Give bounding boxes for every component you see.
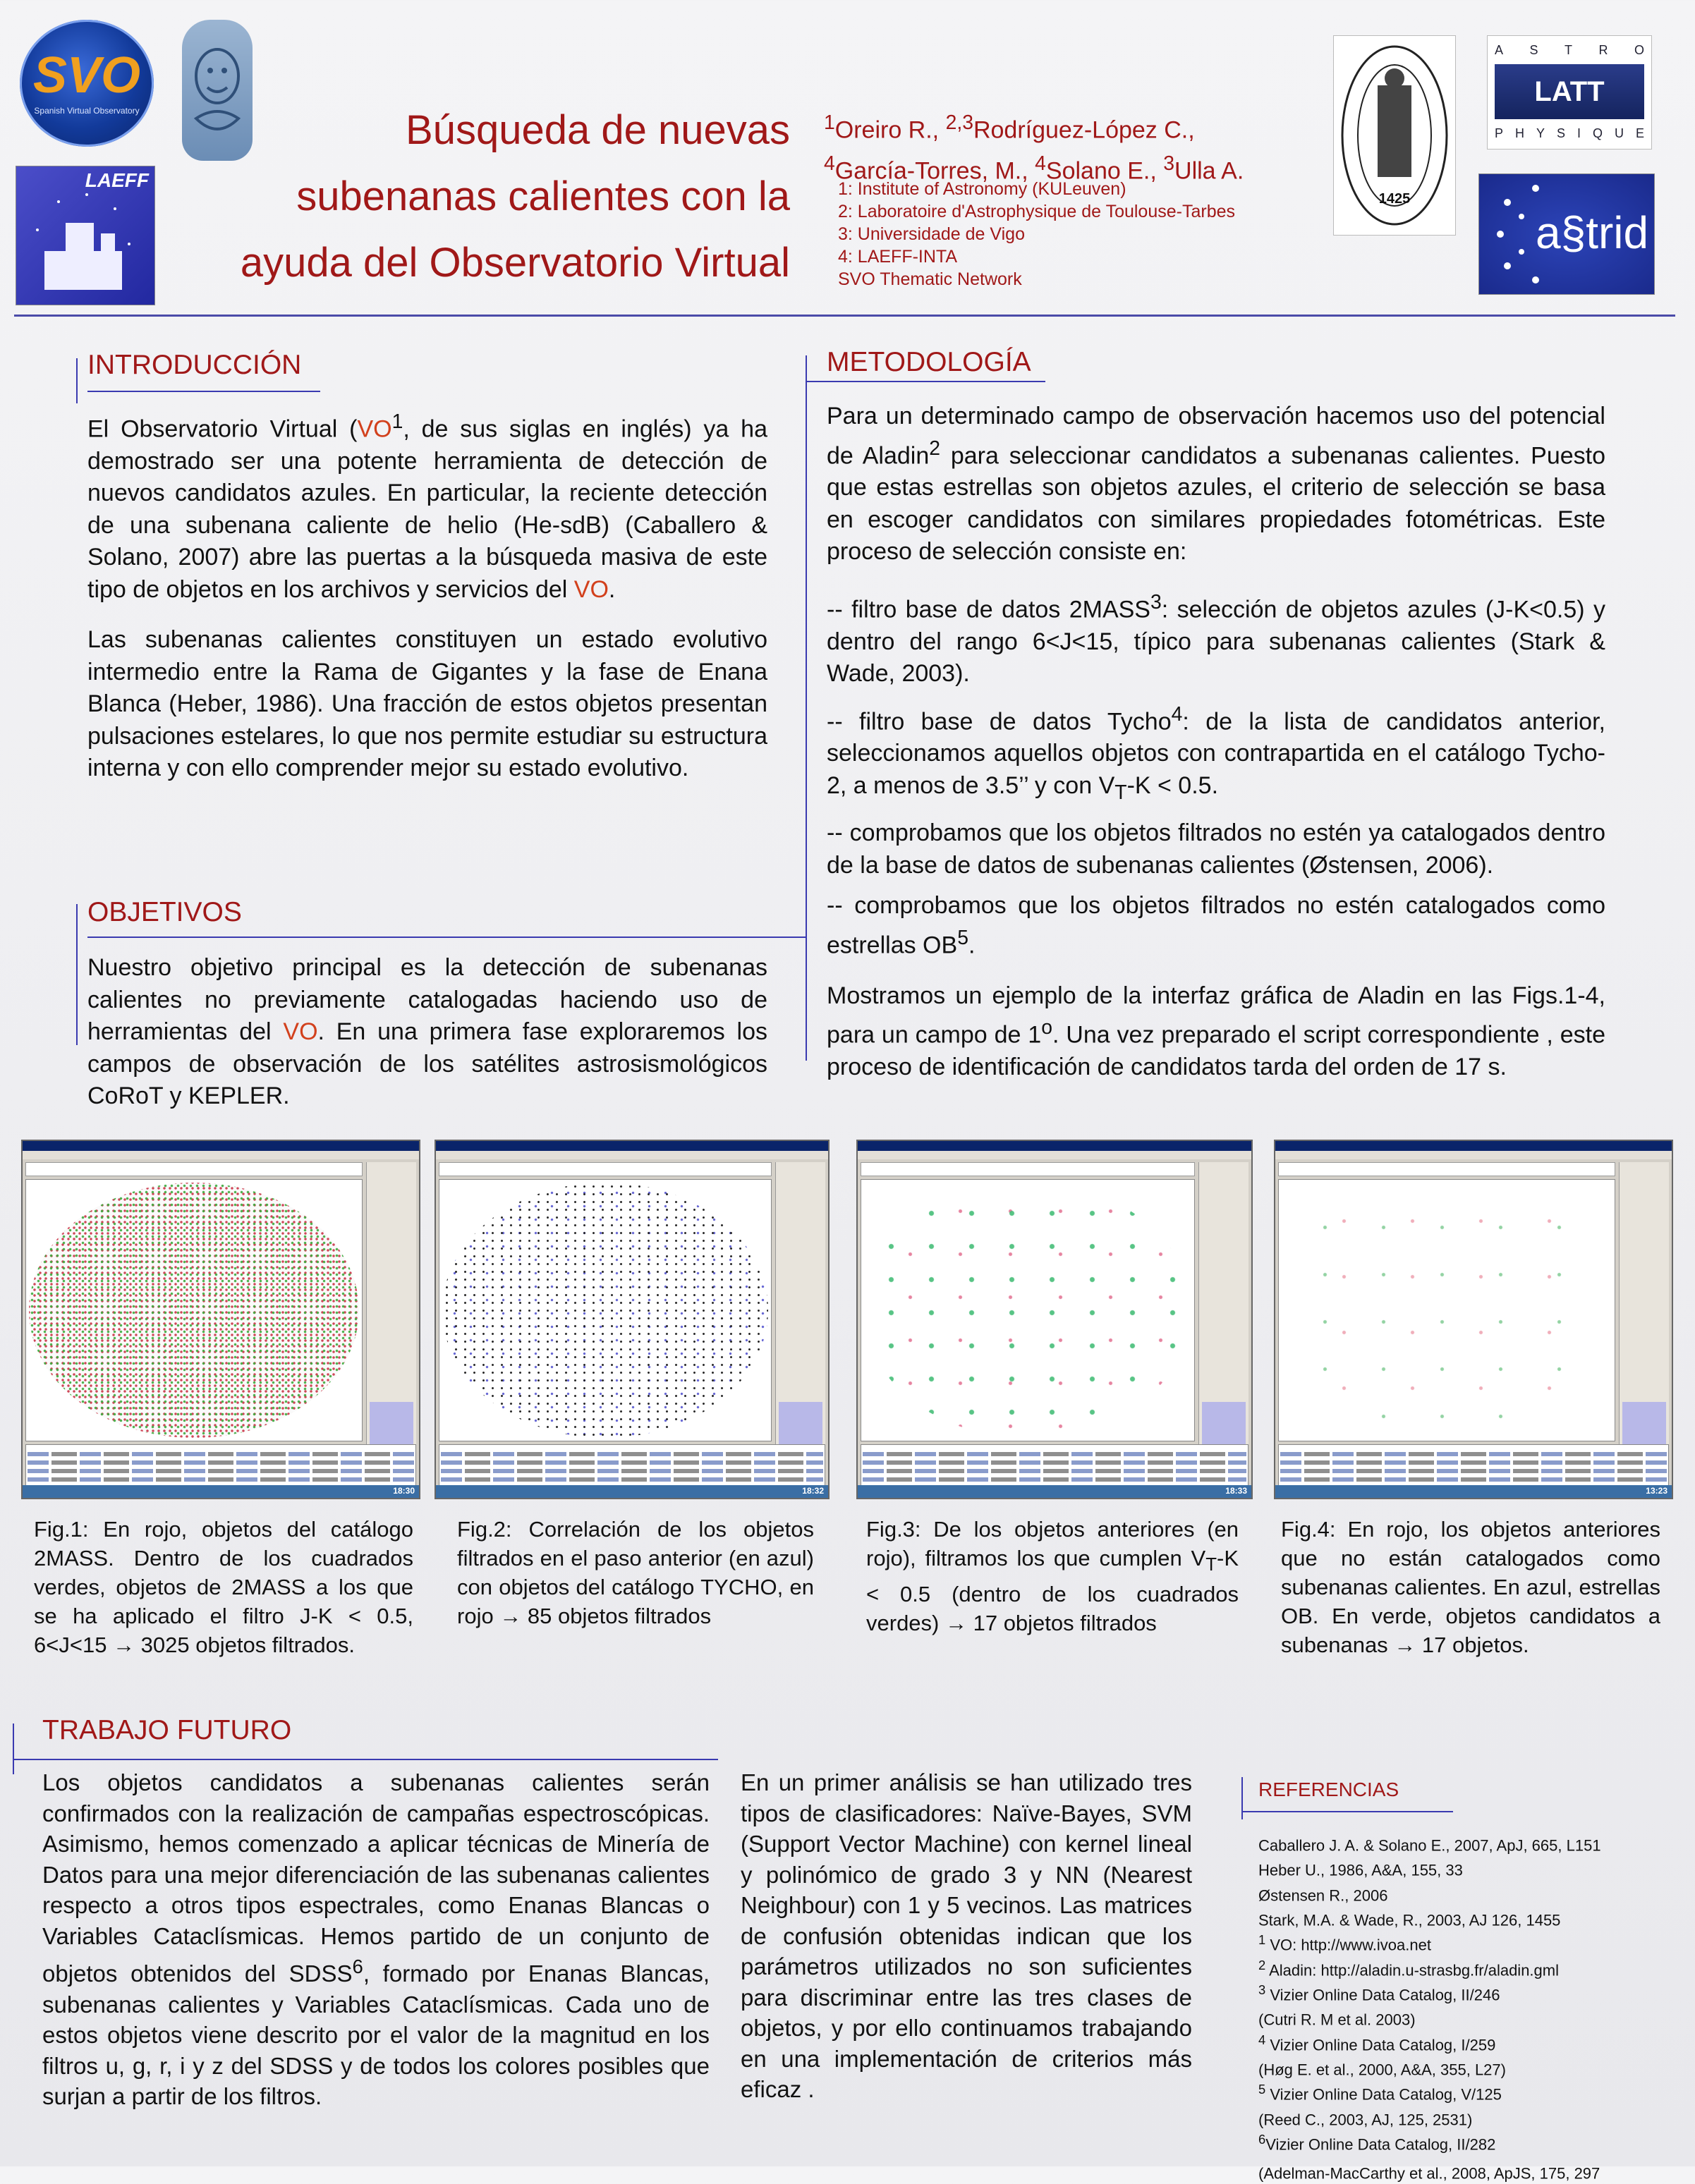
reference-item: $^4$ Vizier Online Data Catalog, I/259: [1258, 2032, 1496, 2054]
sky-view: [25, 1179, 363, 1441]
title-line-3: ayuda del Observatorio Virtual: [240, 240, 790, 286]
castle-icon: [16, 166, 154, 305]
window-menubar: [1275, 1151, 1672, 1159]
window-titlebar: [23, 1141, 419, 1151]
trabajo-vline: [13, 1724, 14, 1774]
reference-item: Østensen R., 2006: [1258, 1886, 1388, 1904]
aladin-screenshot-4: [1274, 1140, 1673, 1499]
authors-line-1: $^1$Oreiro R., $^{2,3}$Rodríguez-López C.,: [824, 111, 1195, 144]
header-divider: [14, 315, 1675, 317]
window-menubar: [436, 1151, 828, 1159]
trabajo-right-paragraph: En un primer análisis se han utilizado tres tipos de clasificadores: Naïve-Bayes, SVM (Support Vector Machine) con kernel lineal y polinómico de grado 3 y NN (Nearest Neighbour) con 1 y 5 vecinos. Las matrices de confusión obtenidas indican que los parámetros utilizados no son suficientes para discriminar entre las tres clases de objetos, y por ello continuamos trabajando en una implementación de criterios más eficaz .: [741, 1769, 1192, 2102]
trabajo-underline: [13, 1759, 718, 1760]
laeff-logo: [16, 166, 155, 305]
astro-letters: A S T R O: [1495, 43, 1644, 57]
window-titlebar: [858, 1141, 1251, 1151]
affiliations: [838, 178, 1235, 291]
metodologia-vline: [806, 355, 807, 1061]
reference-item: Stark, M.A. & Wade, R., 2003, AJ 126, 1455: [1258, 1911, 1561, 1929]
metodologia-paragraph-4: -- comprobamos que los objetos filtrados no estén ya catalogados dentro de la base de datos de subenanas calientes (Østensen, 2006).: [827, 819, 1605, 879]
window-titlebar: [1275, 1141, 1672, 1151]
sky-view: [1278, 1179, 1615, 1441]
figure-3-caption: Fig.3: De los objetos anteriores (en rojo), filtramos los que cumplen $V_T-K < 0.5$ (dentro de los cuadrados verdes) → 17 objetos filtrados: [866, 1517, 1239, 1636]
taskbar: 18:33: [858, 1485, 1251, 1498]
location-field: [25, 1162, 363, 1176]
sky-view: [861, 1179, 1195, 1441]
referencias-vline: [1241, 1777, 1243, 1819]
reference-item: (Reed C., 2003, AJ, 125, 2531): [1258, 2110, 1473, 2128]
intro-vline: [76, 358, 78, 403]
reference-item: $^1$ VO: http://www.ivoa.net: [1258, 1932, 1431, 1954]
trabajo-heading: TRABAJO FUTURO: [42, 1715, 292, 1745]
location-field: [439, 1162, 772, 1176]
metodologia-paragraph-3: -- filtro base de datos Tycho$^4$: de la lista de candidatos anterior, seleccionamos aquellos objetos con contrapartida en el catálogo Tycho-2, a menos de 3.5’’ y con $V_T-K < 0.5$.: [827, 702, 1605, 804]
metodologia-paragraph-2: -- filtro base de datos 2MASS$^3$: selección de objetos azules (J-K<0.5) y dentro del rango 6<J<15, típico para subenanas calientes (Stark & Wade, 2003).: [827, 590, 1606, 688]
title-line-1: Búsqueda de nuevas: [406, 107, 790, 153]
latt-banner: LATT: [1495, 64, 1644, 119]
svo-logo-subtext: Spanish Virtual Observatory: [34, 106, 140, 116]
objetivos-body: [87, 952, 767, 1131]
seal-year: 1425: [1378, 191, 1411, 207]
objetivos-vline: [76, 904, 78, 1045]
astrid-logo-text: a§trid: [1536, 207, 1649, 258]
taskbar: 18:30: [23, 1485, 419, 1498]
sky-field-dense: [29, 1183, 359, 1438]
referencias-list: [1258, 1831, 1601, 2184]
taskbar: 18:32: [436, 1485, 828, 1498]
reference-item: Heber U., 1986, A&A, 155, 33: [1258, 1861, 1463, 1879]
astro-latt-logo: [1487, 35, 1652, 150]
layer-stack: [779, 1402, 822, 1444]
affiliation: 3: Universidade de Vigo: [838, 224, 1025, 244]
metodologia-underline: [806, 381, 1045, 382]
university-seal-logo: [1333, 35, 1456, 236]
physique-letters: P H Y S I Q U E: [1495, 126, 1644, 140]
referencias-heading: REFERENCIAS: [1258, 1779, 1399, 1800]
reference-item: $^2$ Aladin: http://aladin.u-strasbg.fr/aladin.gml: [1258, 1957, 1559, 1979]
authors-line-2: $^4$García-Torres, M., $^4$Solano E., $^3$Ulla A.: [824, 152, 1244, 185]
reference-item: (Adelman-MacCarthy et al., 2008, ApJS, 175, 297: [1258, 2164, 1600, 2183]
svo-logo: [20, 20, 154, 147]
window-menubar: [858, 1151, 1251, 1159]
metodologia-heading: METODOLOGÍA: [827, 347, 1031, 377]
window-menubar: [23, 1151, 419, 1159]
intro-paragraph-2: Las subenanas calientes constituyen un estado evolutivo intermedio entre la Rama de Gigantes y la fase de Enana Blanca (Heber, 1986). Una fracción de estos objetos presentan pulsaciones estelares, lo que nos permite estudiar su estructura interna y con ello comprender mejor su estado evolutivo.: [87, 626, 767, 782]
referencias-underline: [1241, 1811, 1453, 1812]
intro-underline: [87, 391, 320, 392]
affiliation: 2: Laboratoire d'Astrophysique de Toulouse-Tarbes: [838, 202, 1236, 221]
sky-field-candidates: [1282, 1183, 1612, 1438]
figure-2-caption: Fig.2: Correlación de los objetos filtrados en el paso anterior (en azul) con objetos del catálogo TYCHO, en rojo → 85 objetos filtrados: [457, 1517, 814, 1628]
figure-1-caption: Fig.1: En rojo, objetos del catálogo 2MASS. Dentro de los cuadrados verdes, objetos de 2MASS a los que se ha aplicado el filtro J-K < 0.5, 6<J<15 → 3025 objetos filtrados.: [34, 1517, 413, 1657]
objetivos-underline: [87, 937, 806, 938]
sky-field-few: [864, 1183, 1191, 1438]
sky-field-sparse: [442, 1183, 768, 1438]
metodologia-paragraph-5: -- comprobamos que los objetos filtrados no estén catalogados como estrellas $OB^5$.: [827, 892, 1605, 959]
intro-paragraph-1: El Observatorio Virtual ($VO^1$, de sus siglas en inglés) ya ha demostrado ser una potente herramienta de detección de nuevos candidatos azules. En particular, la reciente detección de una subenana caliente de helio (He-sdB) (Caballero & Solano, 2007) abre las puertas a la búsqueda masiva de este tipo de objetos en los archivos y servicios del VO.: [87, 410, 767, 603]
trabajo-right-body: [741, 1767, 1192, 2123]
affiliation: 1: Institute of Astronomy (KULeuven): [838, 179, 1126, 199]
objetivos-paragraph: Nuestro objetivo principal es la detección de subenanas calientes no previamente catalogadas haciendo uso de herramientas del VO. En una primera fase exploraremos los campos de observación de los satélites astrosismológicos CoRoT y KEPLER.: [87, 954, 768, 1109]
aladin-screenshot-1: [21, 1140, 420, 1499]
metodologia-paragraph-6: Mostramos un ejemplo de la interfaz gráfica de Aladin en las Figs.1-4, para un campo de 1$^o$. Una vez preparado el script correspondiente , este proceso de identificación de candidatos tarda del orden de 17 s.: [827, 982, 1605, 1080]
layer-stack: [1622, 1402, 1666, 1444]
metodologia-paragraph-1: Para un determinado campo de observación hacemos uso del potencial de Aladin$^2$ para seleccionar candidatos a subenanas calientes. Puesto que estas estrellas son objetos azules, el criterio de selección se basa en escoger candidatos con similares propiedades fotométricas. Este proceso de selección consiste en:: [827, 403, 1605, 566]
authors: [824, 106, 1244, 188]
reference-item: $^6$Vizier Online Data Catalog, II/282: [1258, 2131, 1496, 2154]
intro-heading: INTRODUCCIÓN: [87, 350, 302, 380]
sky-view: [439, 1179, 772, 1441]
layer-stack: [1202, 1402, 1246, 1444]
svo-logo-text: SVO: [32, 47, 141, 104]
trabajo-left-paragraph: Los objetos candidatos a subenanas calientes serán confirmados con la realización de campañas espectroscópicas. Asimismo, hemos comenzado a aplicar técnicas de Minería de Datos para una mejor diferenciación de las subenanas calientes respecto a otros tipos espectrales, como Enanas Blancas o Variables Cataclísmicas. Hemos partido de un conjunto de objetos obtenidos del SDSS$^6$, formado por Enanas Blancas, subenanas calientes y Variables Cataclísmicas. Cada uno de estos objetos viene descrito por el valor de la magnitud en los filtros u, g, r, i y z del SDSS y de todos los colores posibles que surjan a partir de los filtros.: [42, 1769, 710, 2109]
affiliation: 4: LAEFF-INTA: [838, 247, 958, 267]
window-titlebar: [436, 1141, 828, 1151]
poster-title: [176, 97, 790, 296]
reference-item: $^5$ Vizier Online Data Catalog, V/125: [1258, 2082, 1502, 2104]
reference-item: (Cutri R. M et al. 2003): [1258, 2011, 1416, 2029]
location-field: [1278, 1162, 1615, 1176]
layer-stack: [370, 1402, 413, 1444]
reference-item: (Høg E. et al., 2000, A&A, 355, L27): [1258, 2061, 1506, 2079]
location-field: [861, 1162, 1195, 1176]
reference-item: Caballero J. A. & Solano E., 2007, ApJ, 665, L151: [1258, 1836, 1601, 1855]
figure-4-caption: Fig.4: En rojo, los objetos anteriores que no están catalogados como subenanas calientes. En azul, estrellas OB. En verde, objetos candidatos a subenanas → 17 objetos.: [1281, 1517, 1660, 1657]
intro-body: [87, 406, 767, 803]
aladin-screenshot-3: [856, 1140, 1253, 1499]
taskbar: 13:23: [1275, 1485, 1672, 1498]
title-line-2: subenanas calientes con la: [296, 173, 790, 219]
reference-item: $^3$ Vizier Online Data Catalog, II/246: [1258, 1982, 1500, 2004]
astrid-logo: [1478, 173, 1655, 295]
trabajo-left-body: [42, 1767, 710, 2130]
aladin-screenshot-2: [435, 1140, 830, 1499]
objetivos-heading: OBJETIVOS: [87, 897, 242, 927]
metodologia-body: [827, 401, 1605, 1102]
affiliation: SVO Thematic Network: [838, 269, 1022, 289]
laeff-logo-text: LAEFF: [85, 169, 149, 191]
